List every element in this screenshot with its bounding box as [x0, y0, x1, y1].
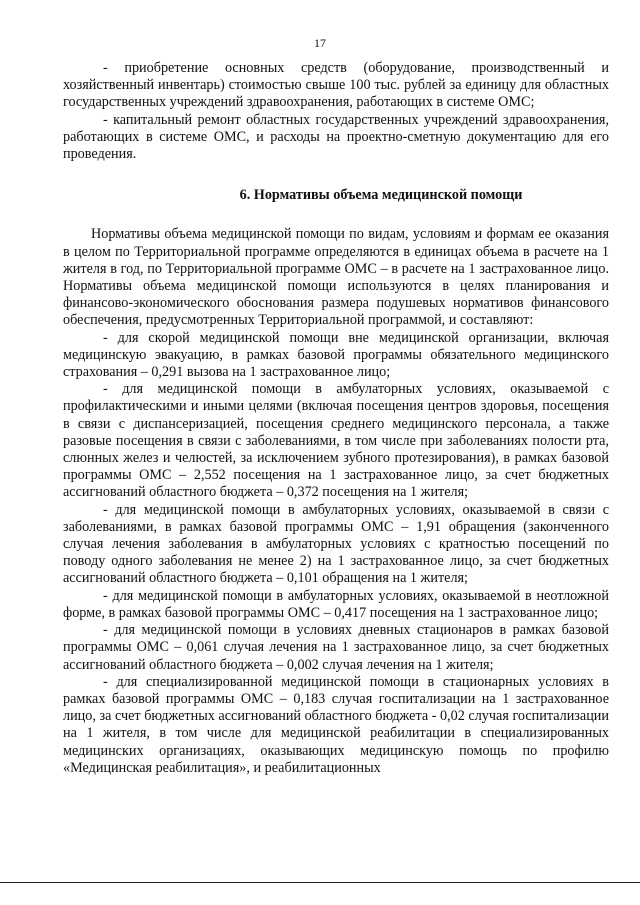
intro-paragraph: Нормативы объема медицинской помощи по видам, условиям и формам ее оказания в целом по Территориальной программе определяются в единицах объема в расчете на 1 жителя в год, по Территориальной программе ОМС – в расчете на 1 застрахованное лицо. Нормативы объема медицинской помощи используются в целях планирования и финансово-экономического обоснования размера подушевых нормативов финансового обеспечения, предусмотренных Территориальной программой, и составляют: [63, 226, 609, 329]
page-number: 17 [314, 36, 326, 50]
list-item: - для специализированной медицинской помощи в стационарных условиях в рамках базовой программы ОМС – 0,183 случая госпитализации на 1 застрахованное лицо, за счет бюджетных ассигнований областного бюджета - 0,02 случая госпитализации на 1 жителя, в том числе для медицинской реабилитации в специализированных медицинских организациях, оказывающих медицинскую помощь по профилю «Медицинская реабилитация», и реабилитационных [63, 673, 609, 776]
document-body [63, 60, 609, 777]
list-item-capital-repair: - капитальный ремонт областных государственных учреждений здравоохранения, работающих в системе ОМС, и расходы на проектно-сметную документацию для его проведения. [63, 111, 609, 163]
page-bottom-rule [0, 882, 640, 883]
list-item: - для медицинской помощи в амбулаторных условиях, оказываемой в неотложной форме, в рамках базовой программы ОМС – 0,417 посещения на 1 застрахованное лицо; [63, 587, 609, 621]
list-item-fixed-assets: - приобретение основных средств (оборудование, производственный и хозяйственный инвентарь) стоимостью свыше 100 тыс. рублей за единицу для областных государственных учреждений здравоохранения, работающих в системе ОМС; [63, 60, 609, 111]
list-item: - для медицинской помощи в условиях дневных стационаров в рамках базовой программы ОМС – 0,061 случая лечения на 1 застрахованное лицо, за счет бюджетных ассигнований областного бюджета – 0,002 случая лечения на 1 жителя; [63, 622, 609, 673]
list-item: - для медицинской помощи в амбулаторных условиях, оказываемой в связи с заболеваниями, в рамках базовой программы ОМС – 1,91 обращения (законченного случая лечения заболевания в амбулаторных условиях с кратностью посещений по поводу одного заболевания не менее 2) на 1 застрахованное лицо, за счет бюджетных ассигнований областного бюджета – 0,101 обращения на 1 жителя; [63, 501, 609, 587]
section-heading: 6. Нормативы объема медицинской помощи [239, 187, 523, 204]
list-item: - для скорой медицинской помощи вне медицинской организации, включая медицинскую эвакуацию, в рамках базовой программы обязательного медицинского страхования – 0,291 вызова на 1 застрахованное лицо; [63, 329, 609, 381]
list-item: - для медицинской помощи в амбулаторных условиях, оказываемой с профилактическими и иными целями (включая посещения центров здоровья, посещения в связи с диспансеризацией, посещения среднего медицинского персонала, а также разовые посещения в связи с заболеваниями, в том числе при заболеваниях полости рта, слюнных желез и челюстей, за исключением зубного протезирования), в рамках базовой программы ОМС – 2,552 посещения на 1 застрахованное лицо, за счет бюджетных ассигнований областного бюджета – 0,372 посещения на 1 жителя; [63, 381, 609, 501]
